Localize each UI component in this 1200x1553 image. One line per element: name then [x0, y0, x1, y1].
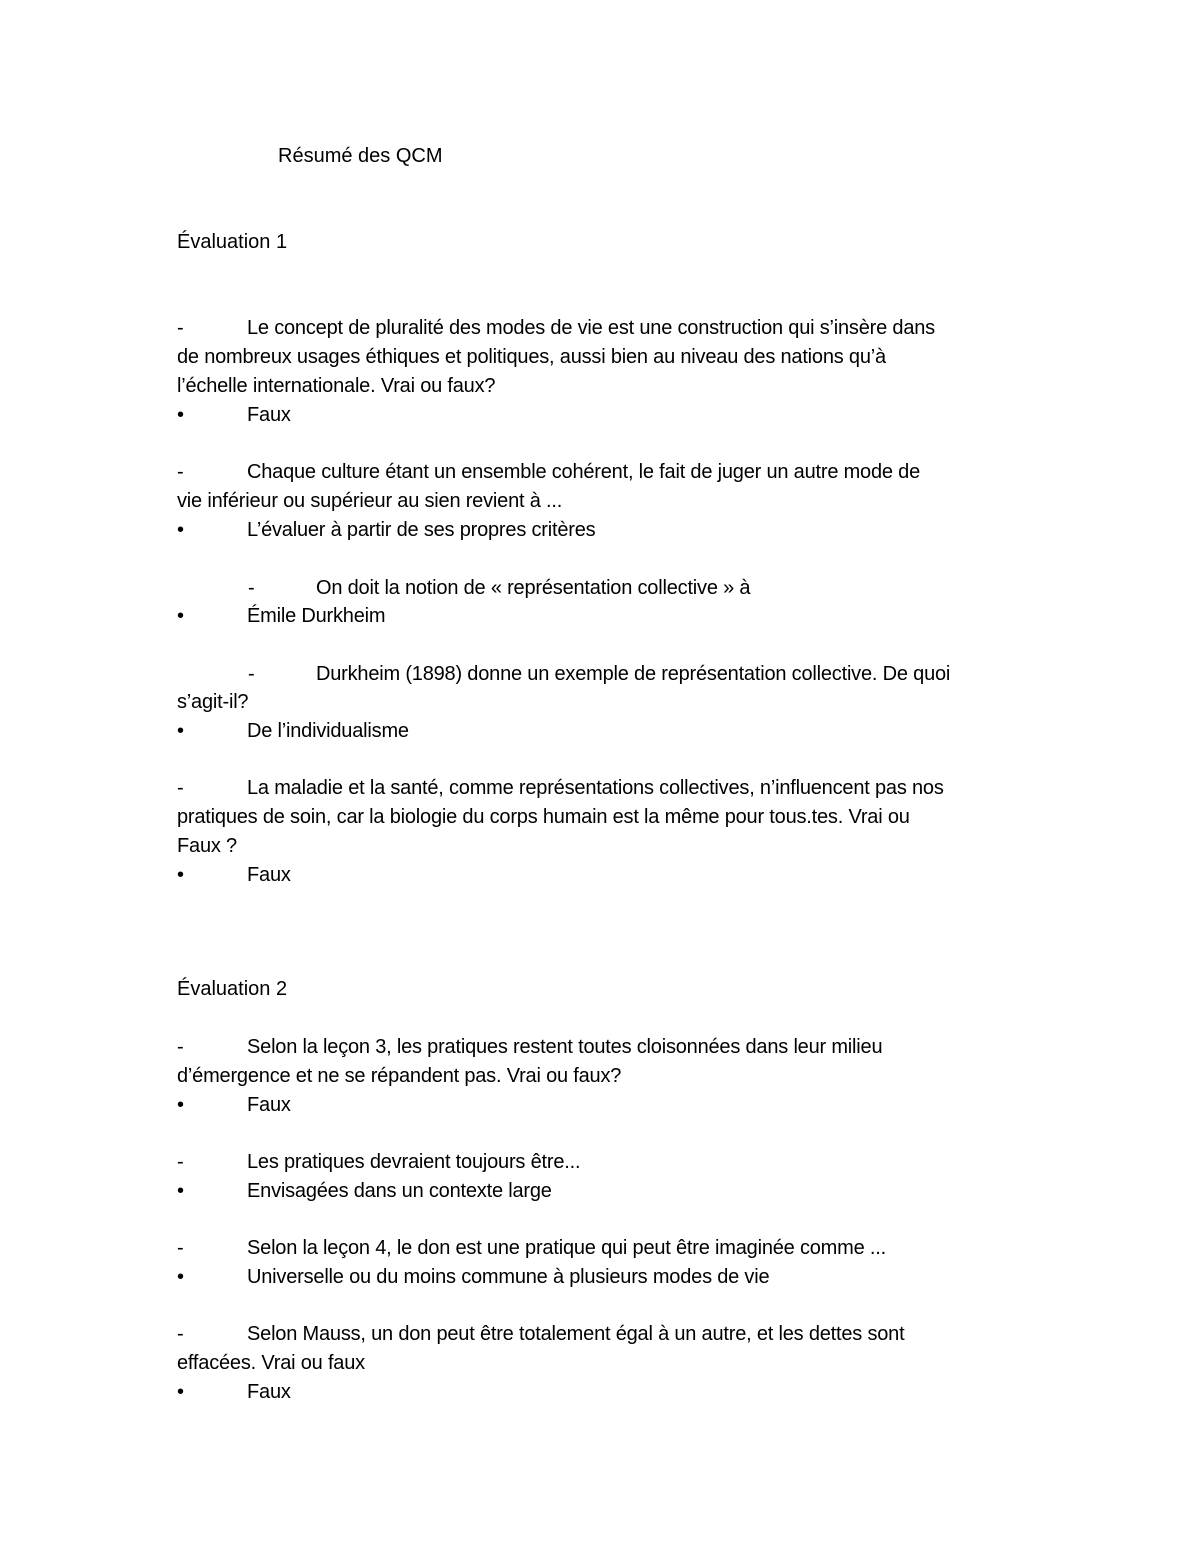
question-line: Faux ? — [177, 835, 237, 857]
answer-text: Faux — [247, 1381, 291, 1403]
answer-text: Envisagées dans un contexte large — [247, 1180, 552, 1202]
question-line: Selon la leçon 3, les pratiques restent toutes cloisonnées dans leur milieu — [247, 1036, 883, 1058]
question-line: effacées. Vrai ou faux — [177, 1352, 365, 1374]
question-line: l’échelle internationale. Vrai ou faux? — [177, 375, 496, 397]
document-title: Résumé des QCM — [278, 145, 443, 167]
bullet-marker: • — [177, 1180, 185, 1202]
question-line: vie inférieur ou supérieur au sien revient à ... — [177, 490, 563, 512]
question-line: d’émergence et ne se répandent pas. Vrai ou faux? — [177, 1065, 622, 1087]
answer-text: Faux — [247, 1094, 291, 1116]
bullet-marker: • — [177, 1381, 185, 1403]
question-line: de nombreux usages éthiques et politiques, aussi bien au niveau des nations qu’à — [177, 346, 886, 368]
question-line: Chaque culture étant un ensemble cohérent, le fait de juger un autre mode de — [247, 461, 921, 483]
answer-text: Émile Durkheim — [247, 605, 386, 627]
question-line: La maladie et la santé, comme représentations collectives, n’influencent pas nos — [247, 777, 944, 799]
answer-text: L’évaluer à partir de ses propres critères — [247, 519, 596, 541]
dash-marker: - — [248, 577, 255, 599]
bullet-marker: • — [177, 519, 185, 541]
dash-marker: - — [177, 317, 184, 339]
bullet-marker: • — [177, 1266, 185, 1288]
bullet-marker: • — [177, 404, 185, 426]
bullet-marker: • — [177, 720, 185, 742]
question-line: Selon Mauss, un don peut être totalement égal à un autre, et les dettes sont — [247, 1323, 905, 1345]
dash-marker: - — [248, 663, 255, 685]
dash-marker: - — [177, 1323, 184, 1345]
question-line: Selon la leçon 4, le don est une pratique qui peut être imaginée comme ... — [247, 1237, 886, 1259]
dash-marker: - — [177, 1036, 184, 1058]
question-line: Le concept de pluralité des modes de vie est une construction qui s’insère dans — [247, 317, 935, 339]
bullet-marker: • — [177, 864, 185, 886]
question-line: On doit la notion de « représentation collective » à — [316, 577, 751, 599]
answer-text: Faux — [247, 404, 291, 426]
question-line: s’agit-il? — [177, 691, 249, 713]
answer-text: Universelle ou du moins commune à plusieurs modes de vie — [247, 1266, 770, 1288]
answer-text: Faux — [247, 864, 291, 886]
question-line: Durkheim (1898) donne un exemple de représentation collective. De quoi — [316, 663, 951, 685]
question-line: Les pratiques devraient toujours être... — [247, 1151, 581, 1173]
bullet-marker: • — [177, 605, 185, 627]
section-heading-evaluation-1: Évaluation 1 — [177, 231, 288, 253]
dash-marker: - — [177, 461, 184, 483]
section-heading-evaluation-2: Évaluation 2 — [177, 978, 288, 1000]
question-line: pratiques de soin, car la biologie du corps humain est la même pour tous.tes. Vrai ou — [177, 806, 910, 828]
answer-text: De l’individualisme — [247, 720, 409, 742]
dash-marker: - — [177, 777, 184, 799]
dash-marker: - — [177, 1151, 184, 1173]
bullet-marker: • — [177, 1094, 185, 1116]
dash-marker: - — [177, 1237, 184, 1259]
